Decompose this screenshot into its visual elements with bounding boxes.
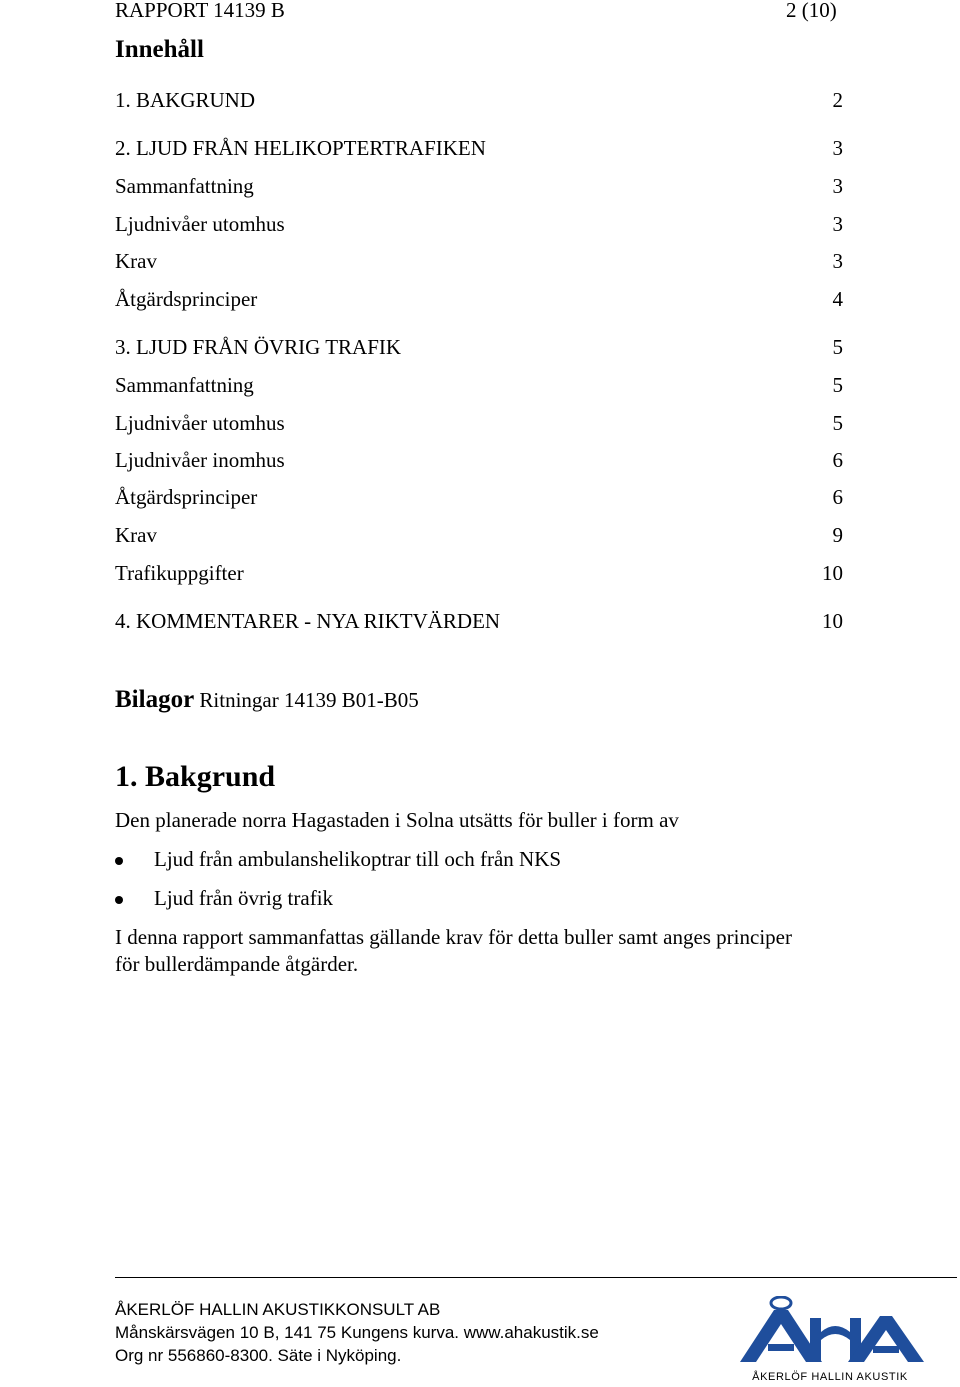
closing-paragraph-line-2: för bullerdämpande åtgärder. [115,952,359,976]
intro-paragraph: Den planerade norra Hagastaden i Solna utsätts för buller i form av [115,808,679,832]
toc-entry[interactable] [115,561,843,587]
toc-entry[interactable] [115,448,843,474]
toc-entry-page: 3 [832,249,843,273]
footer-divider [115,1277,957,1278]
toc-entry-label: Krav [115,249,157,273]
toc-entry[interactable] [115,609,843,635]
toc-entry[interactable] [115,485,843,511]
toc-entry[interactable] [115,249,843,275]
toc-entry-page: 2 [832,88,843,112]
toc-entry[interactable] [115,174,843,200]
toc-entry[interactable] [115,88,843,114]
toc-entry[interactable] [115,411,843,437]
list-item-text: Ljud från ambulanshelikoptrar till och från NKS [154,847,562,871]
toc-entry-label: Trafikuppgifter [115,561,244,585]
toc-entry-page: 3 [832,136,843,160]
toc-entry-label: Åtgärdsprinciper [115,485,258,509]
toc-entry-label: Sammanfattning [115,174,254,198]
logo-wordmark: ÅKERLÖF HALLIN AKUSTIK [752,1371,908,1382]
toc-entry-page: 10 [822,561,843,585]
toc-entry-label: Sammanfattning [115,373,254,397]
toc-entry-page: 10 [822,609,843,633]
footer-company: ÅKERLÖF HALLIN AKUSTIKKONSULT AB [115,1300,441,1319]
toc-entry-page: 6 [832,448,843,472]
toc-entry-page: 5 [832,373,843,397]
toc-entry-label: 2. LJUD FRÅN HELIKOPTERTRAFIKEN [115,136,486,160]
toc-entry-label: Ljudnivåer inomhus [115,448,285,472]
toc-title: Innehåll [115,36,204,63]
section-heading: 1. Bakgrund [115,760,276,793]
toc-entry[interactable] [115,335,843,361]
toc-entry-page: 9 [832,523,843,547]
footer-org: Org nr 556860-8300. Säte i Nyköping. [115,1346,402,1365]
toc-entry[interactable] [115,373,843,399]
aha-logo-icon [732,1296,928,1382]
toc-entry[interactable] [115,136,843,162]
closing-paragraph-line-1: I denna rapport sammanfattas gällande krav för detta buller samt anges principer [115,925,792,949]
toc-entry-label: Ljudnivåer utomhus [115,212,285,236]
attachments-label: Bilagor [115,686,195,713]
toc-entry-label: Åtgärdsprinciper [115,287,258,311]
document-code: RAPPORT 14139 B [115,0,285,22]
list-item-text: Ljud från övrig trafik [154,886,334,910]
attachments-line [115,686,419,714]
toc-entry-label: 4. KOMMENTARER - NYA RIKTVÄRDEN [115,609,501,633]
toc-entry-label: Ljudnivåer utomhus [115,411,285,435]
toc-entry[interactable] [115,212,843,238]
company-logo [732,1296,928,1382]
toc-entry-page: 3 [832,174,843,198]
footer-address: Månskärsvägen 10 B, 141 75 Kungens kurva. www.ahakustik.se [115,1323,599,1342]
toc-entry-page: 5 [832,411,843,435]
toc-entry[interactable] [115,523,843,549]
toc-entry-page: 3 [832,212,843,236]
toc-entry[interactable] [115,287,843,313]
toc-entry-page: 6 [832,485,843,509]
bullet-icon [115,896,123,904]
attachments-text: Ritningar 14139 B01-B05 [199,688,419,712]
page-number: 2 (10) [786,0,837,22]
toc-entry-label: 3. LJUD FRÅN ÖVRIG TRAFIK [115,335,402,359]
toc-entry-page: 5 [832,335,843,359]
toc-entry-label: Krav [115,523,157,547]
toc-entry-label: 1. BAKGRUND [115,88,256,112]
toc-entry-page: 4 [832,287,843,311]
bullet-icon [115,857,123,865]
